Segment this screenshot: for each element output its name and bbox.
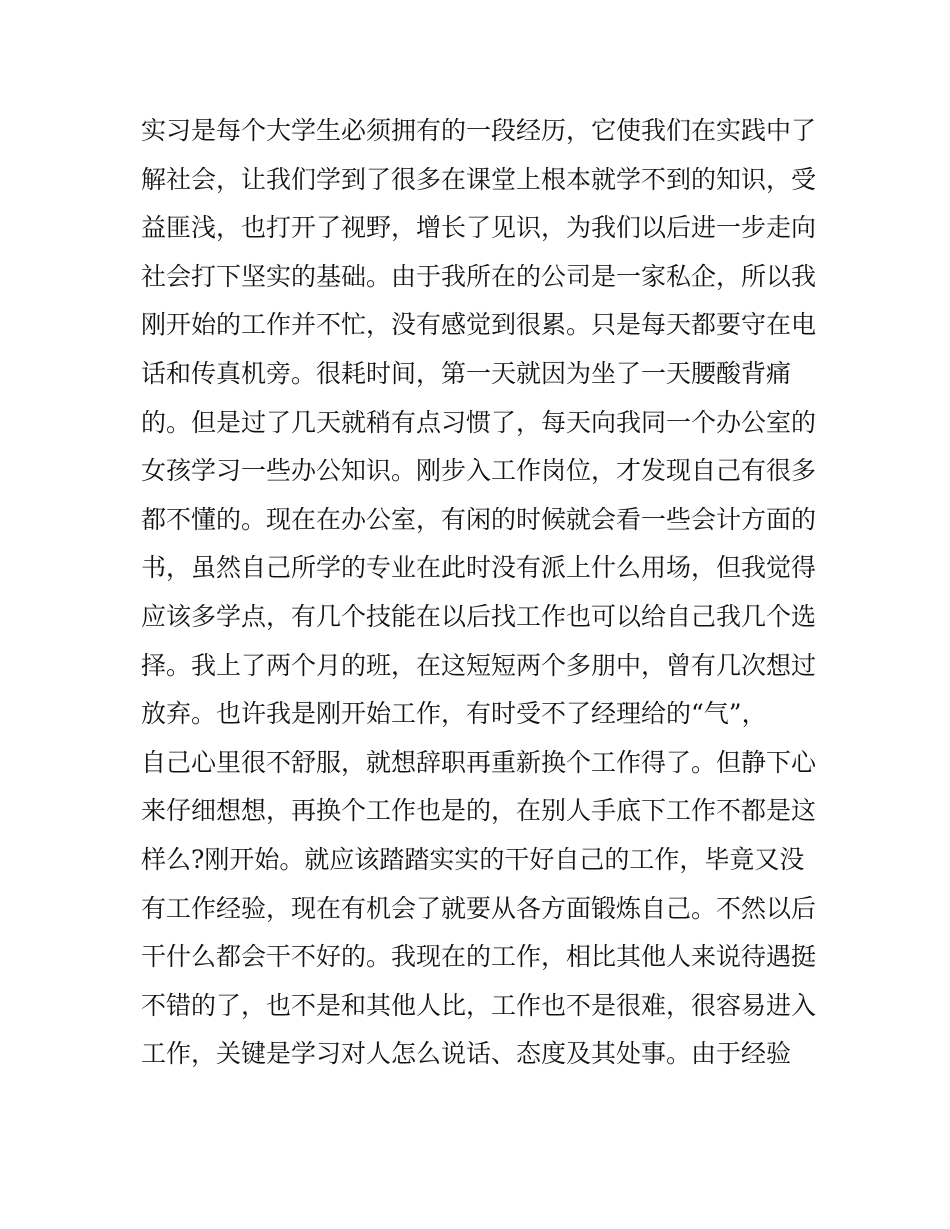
body-text — [141, 107, 831, 1079]
text-line: 解社会，让我们学到了很多在课堂上根本就学不到的知识，受 — [141, 164, 817, 194]
text-line: 女孩学习一些办公知识。刚步入工作岗位，才发现自己有很多 — [141, 456, 817, 486]
text-line: 话和传真机旁。很耗时间，第一天就因为坐了一天腰酸背痛 — [141, 358, 792, 388]
text-line: 来仔细想想，再换个工作也是的，在别人手底下工作不都是这 — [141, 796, 817, 826]
text-line: 工作，关键是学习对人怎么说话、态度及其处事。由于经验 — [141, 1039, 792, 1069]
text-line: 有工作经验，现在有机会了就要从各方面锻炼自己。不然以后 — [141, 893, 817, 923]
text-line: 的。但是过了几天就稍有点习惯了，每天向我同一个办公室的 — [141, 407, 817, 437]
text-line: 干什么都会干不好的。我现在的工作，相比其他人来说待遇挺 — [141, 942, 817, 972]
text-line: 益匪浅，也打开了视野，增长了见识，为我们以后进一步走向 — [141, 213, 817, 243]
text-line: 不错的了，也不是和其他人比，工作也不是很难，很容易进入 — [141, 990, 817, 1020]
text-line: 社会打下坚实的基础。由于我所在的公司是一家私企，所以我 — [141, 261, 817, 291]
text-line: 应该多学点，有几个技能在以后找工作也可以给自己我几个选 — [141, 601, 817, 631]
text-line: 书，虽然自己所学的专业在此时没有派上什么用场，但我觉得 — [141, 553, 817, 583]
text-line: 都不懂的。现在在办公室，有闲的时候就会看一些会计方面的 — [141, 504, 817, 534]
text-line: 实习是每个大学生必须拥有的一段经历，它使我们在实践中了 — [141, 116, 817, 145]
text-line: 样么?刚开始。就应该踏踏实实的干好自己的工作，毕竟又没 — [141, 844, 805, 874]
text-line: 刚开始的工作并不忙，没有感觉到很累。只是每天都要守在电 — [141, 310, 817, 340]
text-line: 自己心里很不舒服，就想辞职再重新换个工作得了。但静下心 — [141, 747, 817, 777]
text-line: 放弃。也许我是刚开始工作，有时受不了经理给的“气”， — [141, 699, 767, 729]
text-line: 择。我上了两个月的班，在这短短两个多朋中，曾有几次想过 — [141, 650, 817, 680]
